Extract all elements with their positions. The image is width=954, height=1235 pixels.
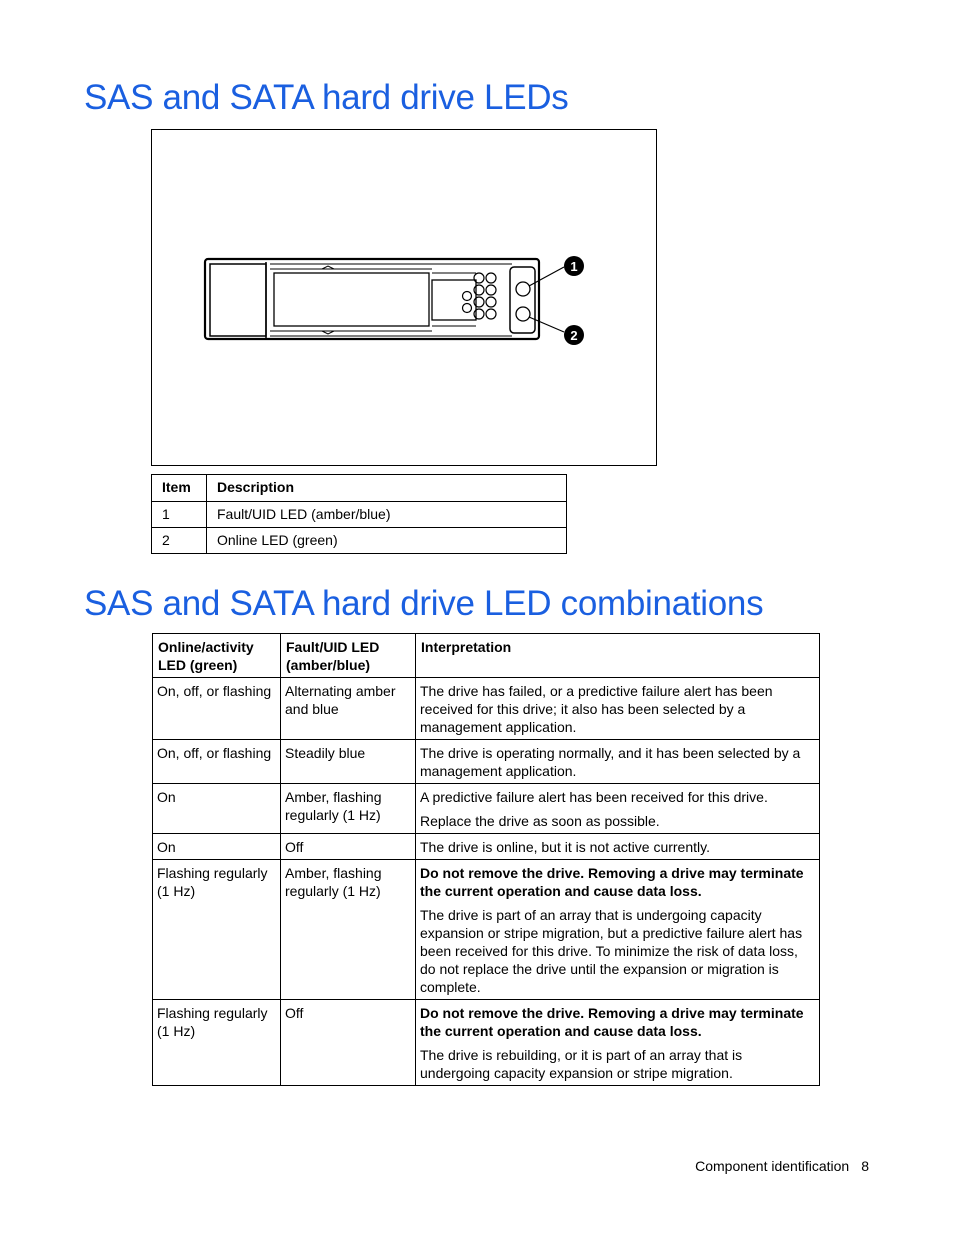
callout-2 <box>564 325 584 345</box>
table-row <box>152 502 567 528</box>
led-legend-table <box>151 474 567 554</box>
table-header-row <box>153 634 820 678</box>
online-cell: On, off, or flashing <box>153 740 281 784</box>
interpretation-cell <box>416 784 820 834</box>
table-row <box>152 528 567 554</box>
table-row <box>153 834 820 860</box>
interpretation-text: The drive is operating normally, and it has been selected by a management application. <box>420 745 801 779</box>
led-combinations-table <box>152 633 820 1086</box>
callout-1-label: 1 <box>570 259 578 274</box>
item-cell: 2 <box>152 528 207 554</box>
online-cell: On, off, or flashing <box>153 678 281 740</box>
online-led <box>516 307 530 321</box>
online-cell: Flashing regularly (1 Hz) <box>153 860 281 1000</box>
fault-cell: Amber, flashing regularly (1 Hz) <box>281 784 416 834</box>
interpretation-text: The drive is part of an array that is undergoing capacity expansion or stripe migration, but a predictive failure alert has been received for this drive. To minimize the risk of data loss, do not replace the drive until the expansion or migration is complete. <box>420 907 803 995</box>
interpretation-cell <box>416 1000 820 1086</box>
table-header-row <box>152 475 567 502</box>
table-row <box>153 740 820 784</box>
footer-section-name: Component identification <box>695 1158 850 1174</box>
fault-cell: Off <box>281 834 416 860</box>
fault-cell: Alternating amber and blue <box>281 678 416 740</box>
hard-drive-figure <box>151 129 657 466</box>
header-online-activity: Online/activity LED (green) <box>153 634 281 678</box>
interpretation-cell <box>416 678 820 740</box>
fault-cell: Amber, flashing regularly (1 Hz) <box>281 860 416 1000</box>
callout-2-label: 2 <box>570 328 578 343</box>
hard-drive-illustration <box>152 130 656 465</box>
description-cell: Fault/UID LED (amber/blue) <box>207 502 567 528</box>
table-row <box>153 1000 820 1086</box>
page-footer <box>695 1158 869 1174</box>
interpretation-cell <box>416 860 820 1000</box>
header-item: Item <box>152 475 207 502</box>
fault-uid-led <box>516 282 530 296</box>
header-fault-uid: Fault/UID LED (amber/blue) <box>281 634 416 678</box>
section-title-leds: SAS and SATA hard drive LEDs <box>84 78 569 117</box>
fault-cell: Off <box>281 1000 416 1086</box>
callout-1 <box>564 256 584 276</box>
fault-cell: Steadily blue <box>281 740 416 784</box>
header-interpretation: Interpretation <box>416 634 820 678</box>
item-cell: 1 <box>152 502 207 528</box>
interpretation-cell <box>416 740 820 784</box>
interpretation-cell <box>416 834 820 860</box>
online-cell: On <box>153 784 281 834</box>
interpretation-text: Replace the drive as soon as possible. <box>420 813 660 829</box>
table-row <box>153 784 820 834</box>
interpretation-text: A predictive failure alert has been received for this drive. <box>420 789 768 805</box>
caution-text: Do not remove the drive. Removing a drive may terminate the current operation and cause data loss. <box>420 865 804 899</box>
drive-carrier <box>205 259 539 339</box>
online-cell: On <box>153 834 281 860</box>
interpretation-text: The drive has failed, or a predictive failure alert has been received for this drive; it also has been selected by a management application. <box>420 683 773 735</box>
header-description: Description <box>207 475 567 502</box>
table-row <box>153 678 820 740</box>
description-cell: Online LED (green) <box>207 528 567 554</box>
caution-text: Do not remove the drive. Removing a drive may terminate the current operation and cause data loss. <box>420 1005 804 1039</box>
page-number: 8 <box>861 1158 869 1174</box>
online-cell: Flashing regularly (1 Hz) <box>153 1000 281 1086</box>
interpretation-text: The drive is online, but it is not active currently. <box>420 839 710 855</box>
table-row <box>153 860 820 1000</box>
section-title-led-combinations: SAS and SATA hard drive LED combinations <box>84 584 764 623</box>
interpretation-text: The drive is rebuilding, or it is part of an array that is undergoing capacity expansion or stripe migration. <box>420 1047 743 1081</box>
